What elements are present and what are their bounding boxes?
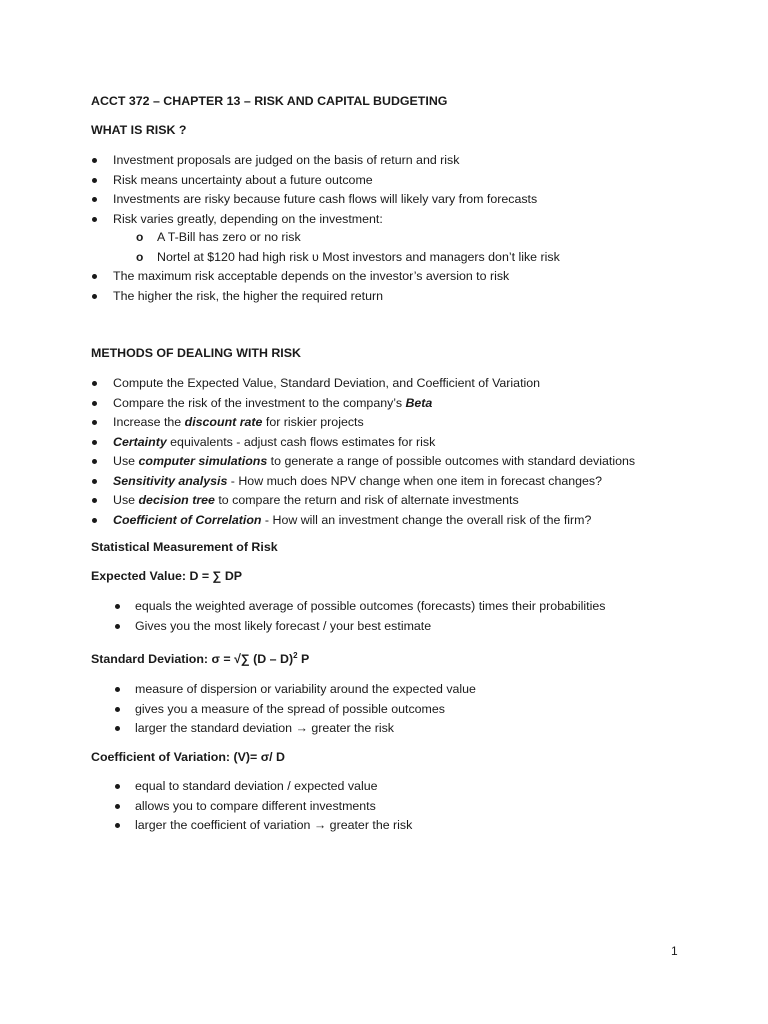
list-item: equal to standard deviation / expected value (135, 777, 412, 797)
list-item: allows you to compare different investments (135, 797, 412, 817)
bullet-icon (92, 217, 97, 222)
bullet-icon (92, 479, 97, 484)
list-item: gives you a measure of the spread of possible outcomes (135, 700, 476, 720)
expected-value-list (135, 597, 605, 636)
list-item: Investment proposals are judged on the basis of return and risk (113, 151, 537, 171)
list-item: o Nortel at $120 had high risk υ Most investors and managers don’t like risk (157, 248, 560, 268)
bullet-icon (92, 381, 97, 386)
bullet-icon (115, 784, 120, 789)
circle-bullet-icon: o (136, 249, 144, 264)
methods-list (113, 374, 635, 530)
coefficient-of-variation-list (135, 777, 412, 836)
list-item: Compute the Expected Value, Standard Deviation, and Coefficient of Variation (113, 374, 635, 394)
list-item: The maximum risk acceptable depends on the investor’s aversion to risk (113, 267, 509, 287)
circle-bullet-icon: o (136, 230, 144, 244)
list-item: Risk varies greatly, depending on the investment: (113, 210, 537, 230)
list-item: Certainty equivalents - adjust cash flows estimates for risk (113, 433, 635, 453)
page-number: 1 (671, 944, 678, 958)
what-is-risk-list (113, 151, 537, 229)
list-item: Use computer simulations to generate a range of possible outcomes with standard deviations (113, 452, 635, 472)
bullet-icon (92, 294, 97, 299)
section-heading-statistical: Statistical Measurement of Risk (91, 540, 278, 554)
bullet-icon (92, 498, 97, 503)
expected-value-heading: Expected Value: D = ∑ DP (91, 569, 243, 583)
list-item: measure of dispersion or variability around the expected value (135, 680, 476, 700)
bullet-icon (92, 459, 97, 464)
bullet-icon (115, 804, 120, 809)
bullet-icon (92, 440, 97, 445)
list-item: equals the weighted average of possible outcomes (forecasts) times their probabilities (135, 597, 605, 617)
list-item: Investments are risky because future cash flows will likely vary from forecasts (113, 190, 537, 210)
list-item: o A T-Bill has zero or no risk (157, 228, 560, 248)
bullet-icon (115, 726, 120, 731)
risk-examples-sublist (136, 228, 560, 267)
bullet-icon (115, 624, 120, 629)
list-item: larger the coefficient of variation → greater the risk (135, 816, 412, 836)
bullet-icon (115, 604, 120, 609)
bullet-icon (115, 687, 120, 692)
list-item: Use decision tree to compare the return and risk of alternate investments (113, 491, 635, 511)
list-item: larger the standard deviation → greater the risk (135, 719, 476, 739)
section-heading-methods: METHODS OF DEALING WITH RISK (91, 346, 301, 360)
standard-deviation-list (135, 680, 476, 739)
what-is-risk-list-continued (113, 267, 509, 306)
bullet-icon (115, 707, 120, 712)
bullet-icon (92, 518, 97, 523)
bullet-icon (92, 178, 97, 183)
bullet-icon (115, 823, 120, 828)
list-item: Coefficient of Correlation - How will an investment change the overall risk of the firm? (113, 511, 635, 531)
document-title: ACCT 372 – CHAPTER 13 – RISK AND CAPITAL BUDGETING (91, 94, 448, 108)
bullet-icon (92, 420, 97, 425)
section-heading-what-is-risk: WHAT IS RISK ? (91, 123, 187, 137)
bullet-icon (92, 274, 97, 279)
list-item: Sensitivity analysis - How much does NPV change when one item in forecast changes? (113, 472, 635, 492)
list-item: Compare the risk of the investment to the company’s Beta (113, 394, 635, 414)
list-item: Risk means uncertainty about a future outcome (113, 171, 537, 191)
coefficient-of-variation-heading: Coefficient of Variation: (V)= σ/ D (91, 750, 286, 764)
bullet-icon (92, 158, 97, 163)
list-item: The higher the risk, the higher the required return (113, 287, 509, 307)
bullet-icon (92, 197, 97, 202)
list-item: Increase the discount rate for riskier projects (113, 413, 635, 433)
standard-deviation-heading: Standard Deviation: σ = √∑ (D – D)$^2$ P (91, 651, 310, 667)
bullet-icon (92, 401, 97, 406)
list-item: Gives you the most likely forecast / your best estimate (135, 617, 605, 637)
